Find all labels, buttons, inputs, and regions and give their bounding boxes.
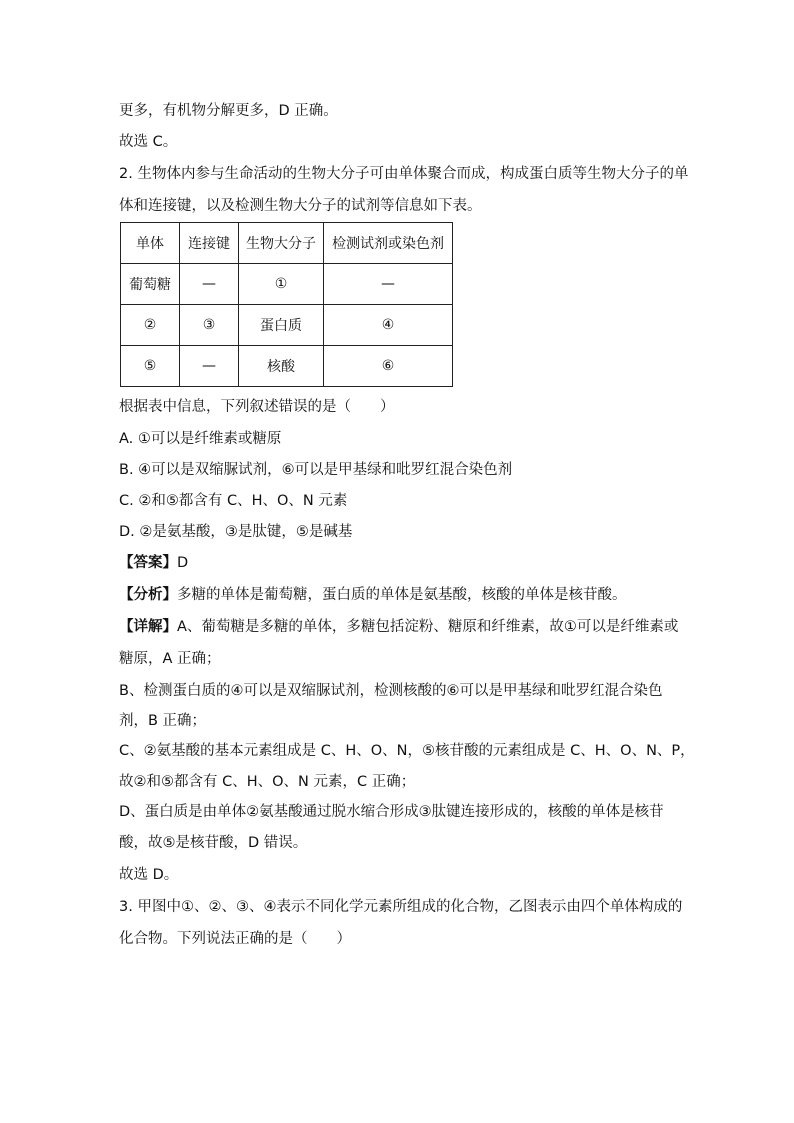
text-line: 更多，有机物分解更多，D 正确。 (119, 103, 338, 119)
table-cell: 蛋白质 (239, 305, 324, 346)
table-row (121, 305, 453, 346)
detail-line: 故选 D。 (119, 867, 179, 883)
table-cell: — (180, 264, 239, 305)
table-cell: — (180, 346, 239, 387)
detail-text: A、葡萄糖是多糖的单体，多糖包括淀粉、糖原和纤维素，故①可以是纤维素或 (177, 619, 679, 635)
table-header-cell: 单体 (121, 223, 180, 264)
table-cell: ③ (180, 305, 239, 346)
detail-line (119, 617, 678, 637)
analysis-label: 【分析】 (119, 587, 177, 603)
table-cell: ④ (324, 305, 453, 346)
answer-value: D (177, 555, 189, 571)
table-header-cell: 连接键 (180, 223, 239, 264)
table-row (121, 346, 453, 387)
detail-line: 酸，故⑤是核苷酸，D 错误。 (119, 835, 308, 851)
answer-line (119, 553, 188, 573)
option-a: A. ①可以是纤维素或糖原 (119, 431, 282, 447)
table-cell: ⑥ (324, 346, 453, 387)
question-2-stem: 2. 生物体内参与生命活动的生物大分子可由单体聚合而成，构成蛋白质等生物大分子的单 (119, 166, 689, 182)
table-header-cell: 生物大分子 (239, 223, 324, 264)
table-cell: — (324, 264, 453, 305)
info-table (120, 222, 453, 387)
detail-line: 剂，B 正确； (119, 713, 207, 729)
option-c: C. ②和⑤都含有 C、H、O、N 元素 (119, 493, 348, 509)
analysis-text: 多糖的单体是葡萄糖，蛋白质的单体是氨基酸，核酸的单体是核苷酸。 (177, 587, 627, 603)
table-cell: 核酸 (239, 346, 324, 387)
detail-line: C、②氨基酸的基本元素组成是 C、H、O、N，⑤核苷酸的元素组成是 C、H、O、N、P， (119, 743, 695, 759)
question-2-stem: 体和连接键，以及检测生物大分子的试剂等信息如下表。 (119, 198, 482, 214)
detail-label: 【详解】 (119, 619, 177, 635)
detail-line: 故②和⑤都含有 C、H、O、N 元素，C 正确； (119, 774, 416, 790)
table-header-cell: 检测试剂或染色剂 (324, 223, 453, 264)
table-row (121, 264, 453, 305)
table-header-row (121, 223, 453, 264)
table-cell: ⑤ (121, 346, 180, 387)
detail-line: D、蛋白质是由单体②氨基酸通过脱水缩合形成③肽键连接形成的，核酸的单体是核苷 (119, 804, 664, 820)
question-3-stem: 化合物。下列说法正确的是（ ） (119, 931, 351, 947)
detail-line: 糖原，A 正确； (119, 651, 221, 667)
option-b: B. ④可以是双缩脲试剂，⑥可以是甲基绿和吡罗红混合染色剂 (119, 462, 513, 478)
question-3-stem: 3. 甲图中①、②、③、④表示不同化学元素所组成的化合物，乙图表示由四个单体构成的 (119, 899, 683, 915)
answer-label: 【答案】 (119, 555, 177, 571)
option-d: D. ②是氨基酸，③是肽键，⑤是碱基 (119, 524, 353, 540)
detail-line: B、检测蛋白质的④可以是双缩脲试剂，检测核酸的⑥可以是甲基绿和吡罗红混合染色 (119, 683, 663, 699)
table-cell: 葡萄糖 (121, 264, 180, 305)
text-line: 故选 C。 (119, 134, 178, 150)
table-cell: ① (239, 264, 324, 305)
question-prompt: 根据表中信息，下列叙述错误的是（ ） (119, 399, 395, 415)
table-cell: ② (121, 305, 180, 346)
analysis-line (119, 585, 627, 605)
